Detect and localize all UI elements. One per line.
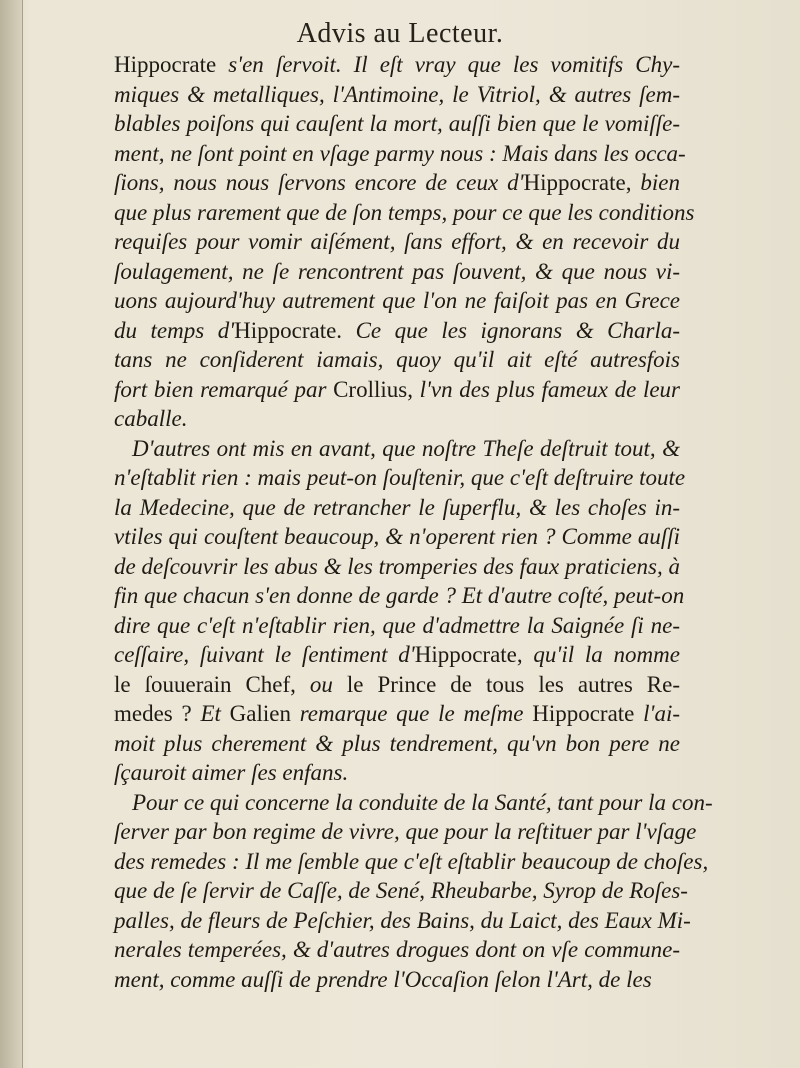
text-line bbox=[114, 847, 709, 877]
text-line bbox=[114, 758, 680, 788]
text-run: Crollius, bbox=[333, 376, 413, 402]
text-run: Galien bbox=[229, 701, 291, 726]
text-line bbox=[114, 50, 680, 80]
text-run: fort bien remarqué par bbox=[114, 376, 334, 402]
text-run: des remedes : Il me ſemble que c'eſt eſtablir beaucoup de choſes, bbox=[114, 848, 709, 874]
text-line bbox=[114, 699, 680, 729]
text-run: ſerver par bon regime de vivre, que pour la reſtituer par l'vſage bbox=[114, 819, 697, 844]
text-run: que plus rarement que de ſon temps, pour ce que les conditions bbox=[114, 199, 695, 225]
text-run: palles, de fleurs de Peſchier, des Bains, du Laict, des Eaux Mi- bbox=[114, 907, 691, 933]
text-line bbox=[114, 876, 688, 906]
text-line bbox=[114, 168, 680, 198]
running-head: Advis au Lecteur. bbox=[296, 18, 504, 49]
text-run: uons aujourd'huy autrement que l'on ne faiſoit pas en Grece bbox=[114, 288, 680, 313]
text-line bbox=[114, 109, 680, 139]
text-line bbox=[114, 670, 680, 700]
text-run: l'ai- bbox=[634, 701, 681, 726]
text-run: du temps d' bbox=[114, 317, 235, 343]
text-line bbox=[114, 935, 680, 965]
text-run: ſoulagement, ne ſe rencontrent pas ſouvent, & que nous vi- bbox=[114, 258, 680, 284]
text-line bbox=[114, 316, 680, 346]
text-line bbox=[114, 434, 680, 464]
text-line bbox=[114, 198, 695, 228]
text-run: caballe. bbox=[114, 406, 188, 431]
text-run: le ſouuerain Chef, bbox=[114, 671, 296, 697]
paragraph bbox=[114, 788, 713, 995]
text-run: ſçauroit aimer ſes enfans. bbox=[114, 760, 349, 785]
text-line bbox=[114, 345, 680, 375]
text-line bbox=[114, 522, 680, 552]
text-run: moit plus cherement & plus tendrement, qu'vn bon pere ne bbox=[114, 730, 680, 756]
text-line bbox=[114, 493, 680, 523]
text-run: ſions, nous nous ſervons encore de ceux d' bbox=[114, 170, 524, 195]
text-run: medes ? bbox=[114, 701, 192, 726]
text-run: qu'il la nomme bbox=[522, 642, 680, 667]
text-run: que de ſe ſervir de Caſſe, de Sené, Rheubarbe, Syrop de Roſes- bbox=[114, 878, 688, 903]
text-line bbox=[114, 463, 686, 493]
text-run: n'eſtablit rien : mais peut-on ſouſtenir, que c'eſt deſtruire toute bbox=[114, 465, 686, 490]
text-run: la Medecine, que de retrancher le ſuperflu, & les choſes in- bbox=[114, 494, 680, 520]
text-run: miques & metalliques, l'Antimoine, le Vitriol, & autres ſem- bbox=[114, 81, 680, 107]
text-run: de deſcouvrir les abus & les tromperies des faux praticiens, à bbox=[114, 553, 680, 579]
text-line bbox=[114, 640, 680, 670]
paragraph bbox=[114, 434, 686, 788]
text-line bbox=[114, 139, 686, 169]
text-run: bien bbox=[631, 170, 680, 195]
text-line bbox=[114, 788, 713, 818]
text-run: Hippocrate, bbox=[414, 642, 523, 667]
text-run: le Prince de tous les autres Re- bbox=[346, 671, 680, 697]
paragraph bbox=[114, 50, 695, 434]
text-run: Hippocrate, bbox=[523, 170, 632, 195]
text-run: blables poiſons qui cauſent la mort, auſſi bien que le vomiſſe- bbox=[114, 111, 680, 136]
text-line bbox=[114, 552, 680, 582]
text-run: ment, ne ſont point en vſage parmy nous : Mais dans les occa- bbox=[114, 140, 686, 166]
text-run: remarque que le meſme bbox=[290, 701, 533, 726]
text-run: tans ne conſiderent iamais, quoy qu'il ait eſté autresfois bbox=[114, 347, 680, 372]
text-line bbox=[114, 729, 680, 759]
text-run: fin que chacun s'en donne de garde ? Et d'autre coſté, peut-on bbox=[114, 583, 685, 608]
text-line bbox=[114, 817, 697, 847]
text-line bbox=[114, 906, 691, 936]
text-line bbox=[114, 375, 680, 405]
text-run: ou bbox=[295, 671, 347, 697]
text-line bbox=[114, 286, 680, 316]
text-run: ceſſaire, ſuivant le ſentiment d' bbox=[114, 642, 415, 667]
text-run: Ce que les ignorans & Charla- bbox=[342, 317, 680, 343]
text-run: requiſes pour vomir aiſément, ſans effort, & en recevoir du bbox=[114, 229, 680, 254]
text-run: vtiles qui couſtent beaucoup, & n'operent rien ? Comme auſſi bbox=[114, 524, 680, 549]
text-run: l'vn des plus fameux de leur bbox=[412, 376, 680, 402]
text-run: Pour ce qui concerne la conduite de la Santé, tant pour la con- bbox=[132, 789, 713, 815]
text-run: Hippocrate bbox=[532, 701, 635, 726]
text-line bbox=[114, 581, 685, 611]
text-run: dire que c'eſt n'eſtablir rien, que d'admettre la Saignée ſi ne- bbox=[114, 612, 680, 638]
body-text bbox=[114, 50, 713, 994]
text-run: nerales temperées, & d'autres drogues dont on vſe commune- bbox=[114, 937, 680, 962]
text-line bbox=[114, 257, 680, 287]
text-line bbox=[114, 965, 680, 995]
text-line bbox=[114, 227, 680, 257]
text-run: s'en ſervoit. Il eſt vray que les vomitifs Chy- bbox=[216, 52, 680, 77]
page-gutter bbox=[0, 0, 23, 1068]
text-run: ment, comme auſſi de prendre l'Occaſion ſelon l'Art, de les bbox=[114, 966, 652, 992]
text-run: Hippocrate bbox=[114, 52, 217, 77]
text-line bbox=[114, 404, 680, 434]
text-run: D'autres ont mis en avant, que noſtre Theſe deſtruit tout, & bbox=[132, 435, 680, 461]
text-run: Hippocrate. bbox=[234, 317, 343, 343]
text-line bbox=[114, 80, 680, 110]
text-line bbox=[114, 611, 680, 641]
text-run: Et bbox=[191, 701, 230, 726]
